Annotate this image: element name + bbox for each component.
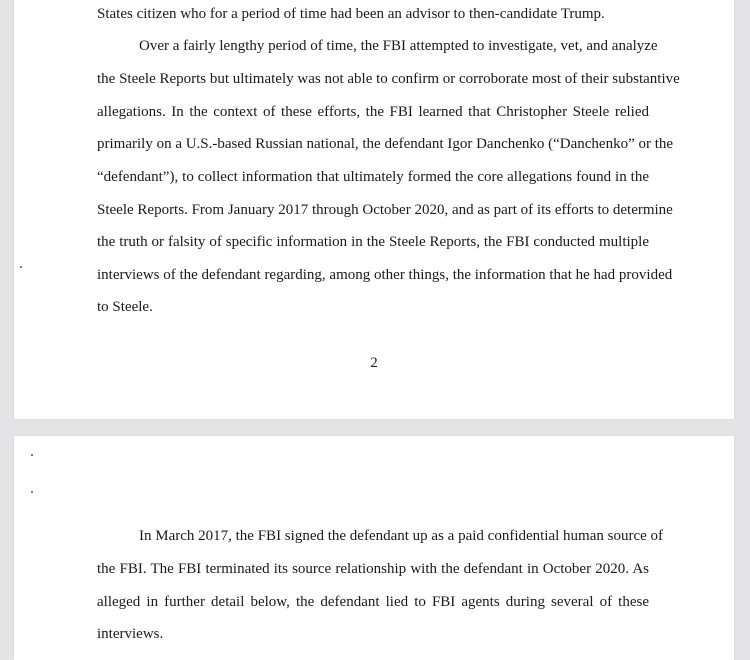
document-page-2 — [14, 0, 734, 419]
text-line: the truth or falsity of specific information in the Steele Reports, the FBI conducted multiple — [97, 234, 649, 250]
text-line: the FBI. The FBI terminated its source relationship with the defendant in October 2020. As — [97, 561, 649, 577]
text-line: interviews of the defendant regarding, among other things, the information that he had provided — [97, 267, 673, 283]
text-line: Over a fairly lengthy period of time, the FBI attempted to investigate, vet, and analyze — [139, 38, 658, 54]
text-line: to Steele. — [97, 299, 153, 315]
text-line: In March 2017, the FBI signed the defendant up as a paid confidential human source of — [139, 528, 664, 544]
text-line: the Steele Reports but ultimately was not able to confirm or corroborate most of their substantive — [97, 71, 680, 87]
scan-speck — [31, 454, 33, 456]
text-line: “defendant”), to collect information that ultimately formed the core allegations found in the — [97, 169, 649, 185]
text-line: alleged in further detail below, the defendant lied to FBI agents during several of these — [97, 594, 649, 610]
page-number: 2 — [370, 355, 378, 371]
text-line: States citizen who for a period of time had been an advisor to then-candidate Trump. — [97, 6, 605, 22]
text-line: allegations. In the context of these efforts, the FBI learned that Christopher Steele relied — [97, 104, 649, 120]
text-line: primarily on a U.S.-based Russian national, the defendant Igor Danchenko (“Danchenko” or the — [97, 136, 674, 152]
text-line: interviews. — [97, 626, 164, 642]
document-page-3 — [14, 436, 734, 660]
scan-speck — [20, 266, 22, 268]
scan-speck — [31, 491, 33, 493]
text-line: Steele Reports. From January 2017 through October 2020, and as part of its efforts to determine — [97, 202, 673, 218]
